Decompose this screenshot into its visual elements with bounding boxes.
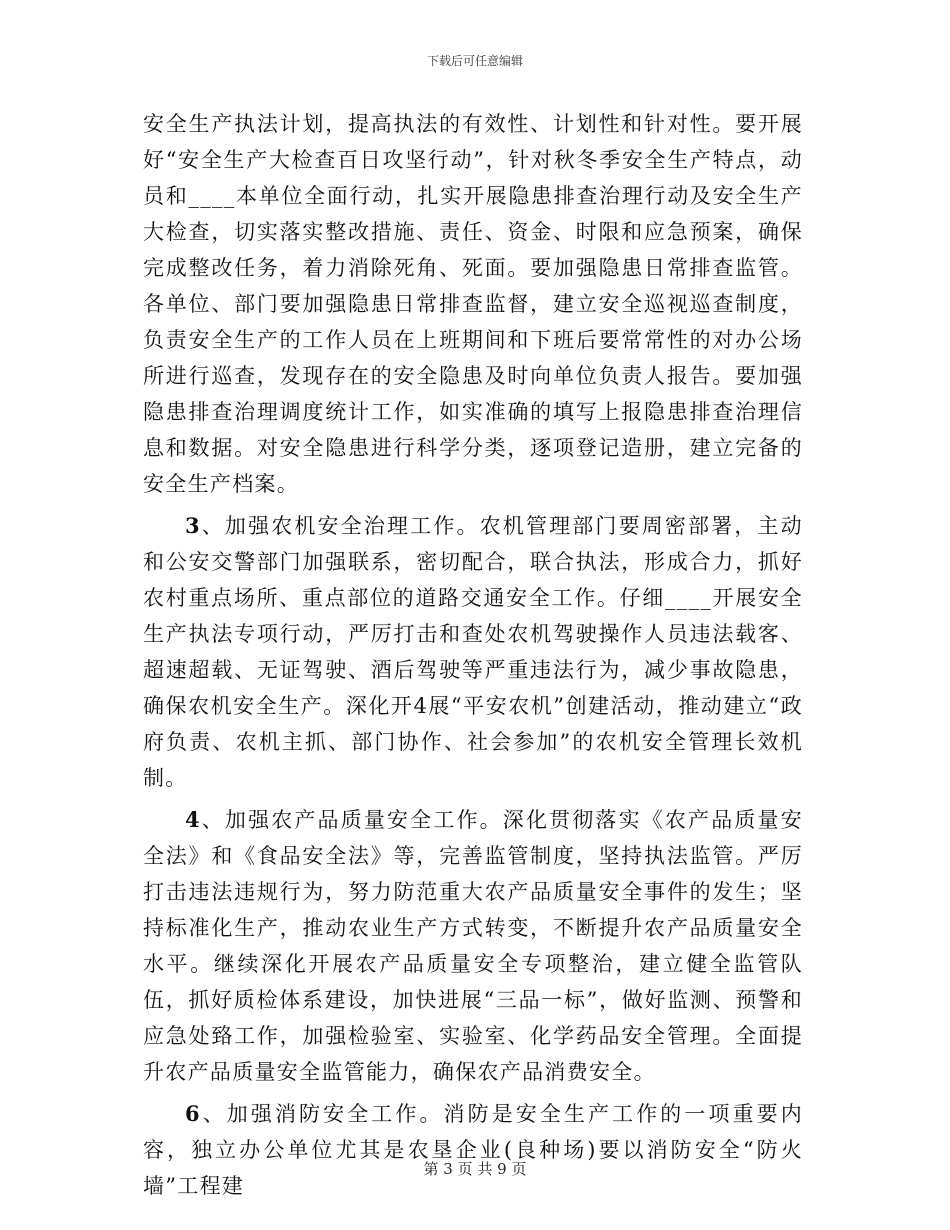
page-footer: 第 3 页 共 9 页 bbox=[423, 1160, 527, 1178]
paragraph-text: 、加强农产品质量安全工作。深化贯彻落实《农产品质量安全法》和《食品安全法》等，完善监管制度，坚持执法监管。严厉打击违法违规行为，努力防范重大农产品质量安全事件的发生；坚持标准化生产，推动农业生产方式转变，不断提升农产品质量安全水平。继续深化开展农产品质量安全专项整治，建立健全监管队伍，抓好质检体系建设，加快进展“三品一标”，做好监测、预警和应急处臵工作，加强检验室、实验室、化学药品安全管理。全面提升农产品质量安全监管能力，确保农产品消费安全。 bbox=[143, 808, 803, 1084]
paragraph-item-3 bbox=[143, 508, 803, 796]
document-body bbox=[143, 106, 803, 1210]
paragraph-text: 、加强农机安全治理工作。农机管理部门要周密部署，主动和公安交警部门加强联系，密切配合，联合执法，形成合力，抓好农村重点场所、重点部位的道路交通安全工作。仔细____开展安全生产执法专项行动，严厉打击和查处农机驾驶操作人员违法载客、超速超载、无证驾驶、酒后驾驶等严重违法行为，减少事故隐患，确保农机安全生产。深化开4展“平安农机”创建活动，推动建立“政府负责、农机主抓、部门协作、社会参加”的农机安全管理长效机制。 bbox=[143, 514, 803, 790]
paragraph-item-4 bbox=[143, 802, 803, 1090]
paragraph-text: 、加强消防安全工作。消防是安全生产工作的一项重要内容，独立办公单位尤其是农垦企业(良种场)要以消防安全“防火墙”工程建 bbox=[143, 1102, 803, 1198]
paragraph-number: 3 bbox=[185, 513, 201, 538]
paragraph-text: 安全生产执法计划，提高执法的有效性、计划性和针对性。要开展好“安全生产大检查百日攻坚行动”，针对秋冬季安全生产特点，动员和____本单位全面行动，扎实开展隐患排查治理行动及安全生产大检查，切实落实整改措施、责任、资金、时限和应急预案，确保完成整改任务，着力消除死角、死面。要加强隐患日常排查监管。各单位、部门要加强隐患日常排查监督，建立安全巡视巡查制度，负责安全生产的工作人员在上班期间和下班后要常常性的对办公场所进行巡查，发现存在的安全隐患及时向单位负责人报告。要加强隐患排查治理调度统计工作，如实准确的填写上报隐患排查治理信息和数据。对安全隐患进行科学分类，逐项登记造册，建立完备的安全生产档案。 bbox=[143, 112, 803, 496]
paragraph-continuation bbox=[143, 106, 803, 502]
paragraph-number: 4 bbox=[185, 807, 201, 832]
paragraph-number: 6 bbox=[185, 1101, 201, 1126]
page-header: 下载后可任意编辑 bbox=[426, 54, 523, 68]
paragraph-item-6 bbox=[143, 1096, 803, 1204]
